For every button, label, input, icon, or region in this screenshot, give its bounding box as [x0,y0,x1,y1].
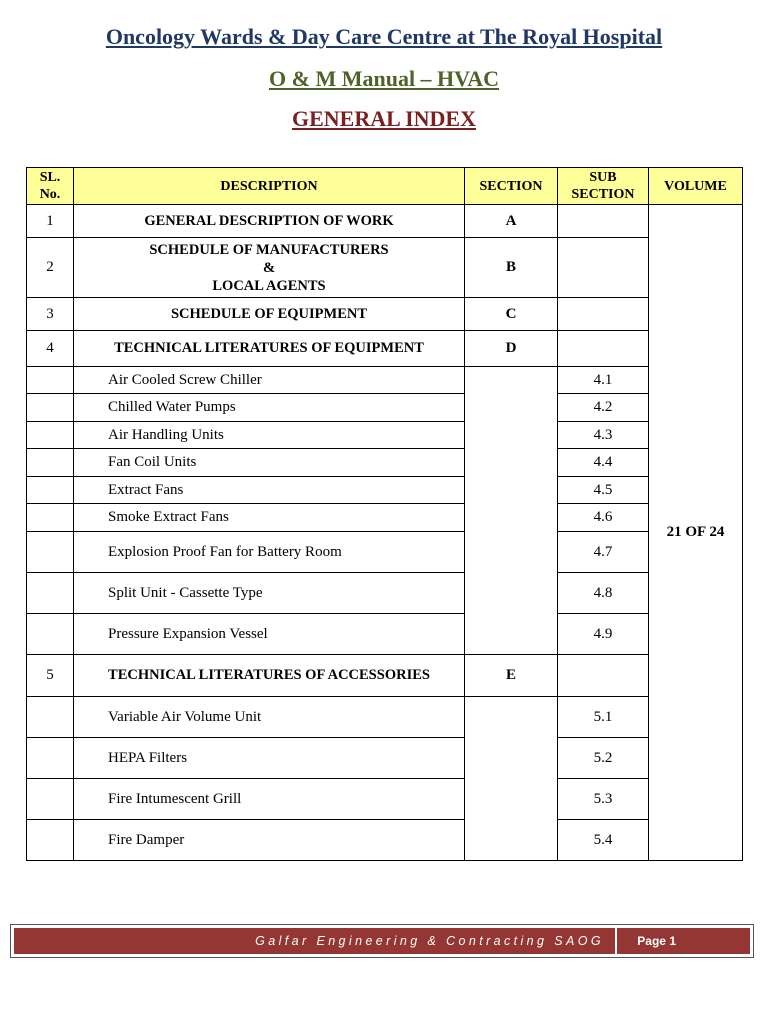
description-cell: Smoke Extract Fans [74,504,465,532]
footer-page-number: Page 1 [637,934,676,948]
sl-cell [27,449,74,477]
page-footer [10,924,754,958]
sub-section-cell [558,655,649,697]
section-cell: B [465,238,558,298]
description-cell: TECHNICAL LITERATURES OF EQUIPMENT [74,331,465,367]
col-header-volume: VOLUME [649,168,743,205]
table-row [27,573,743,614]
sl-cell [27,532,74,573]
volume-cell: 21 OF 24 [649,205,743,861]
description-cell: Pressure Expansion Vessel [74,614,465,655]
sub-section-cell: 5.3 [558,779,649,820]
table-row [27,422,743,449]
table-row [27,238,743,298]
description-cell: Fire Intumescent Grill [74,779,465,820]
description-cell: SCHEDULE OF EQUIPMENT [74,298,465,331]
section-cell [465,367,558,655]
sl-cell [27,504,74,532]
col-header-section: SECTION [465,168,558,205]
section-cell: D [465,331,558,367]
sub-section-cell [558,331,649,367]
sub-section-cell: 4.7 [558,532,649,573]
sub-section-cell: 4.6 [558,504,649,532]
sl-cell [27,738,74,779]
description-cell: Chilled Water Pumps [74,394,465,422]
table-row [27,477,743,504]
sl-cell [27,573,74,614]
sub-section-cell [558,238,649,298]
sub-section-cell: 4.3 [558,422,649,449]
table-row [27,820,743,861]
section-cell [465,697,558,861]
footer-company-name: Galfar Engineering & Contracting SAOG [255,934,604,948]
sl-cell: 3 [27,298,74,331]
table-row [27,205,743,238]
table-header-row [27,168,743,205]
description-cell: Fan Coil Units [74,449,465,477]
sl-cell [27,422,74,449]
sub-section-cell [558,205,649,238]
sl-cell [27,820,74,861]
sub-section-cell: 4.4 [558,449,649,477]
col-header-sub-section: SUB SECTION [558,168,649,205]
sl-cell: 2 [27,238,74,298]
description-cell: Air Cooled Screw Chiller [74,367,465,394]
sub-section-cell: 5.4 [558,820,649,861]
table-row [27,655,743,697]
table-row [27,504,743,532]
sl-cell: 5 [27,655,74,697]
sl-cell [27,477,74,504]
table-row [27,779,743,820]
sub-section-cell: 4.8 [558,573,649,614]
description-cell: Air Handling Units [74,422,465,449]
description-cell: Extract Fans [74,477,465,504]
table-row [27,298,743,331]
description-cell: SCHEDULE OF MANUFACTURERS & LOCAL AGENTS [74,238,465,298]
table-row [27,449,743,477]
sl-cell [27,614,74,655]
sub-section-cell: 4.5 [558,477,649,504]
col-header-sl: SL. No. [27,168,74,205]
document-title: Oncology Wards & Day Care Centre at The Royal Hospital [105,24,663,49]
sub-section-cell: 5.2 [558,738,649,779]
col-header-description: DESCRIPTION [74,168,465,205]
sl-cell [27,697,74,738]
description-cell: Fire Damper [74,820,465,861]
sub-section-cell: 4.1 [558,367,649,394]
description-cell: GENERAL DESCRIPTION OF WORK [74,205,465,238]
section-cell: C [465,298,558,331]
table-row [27,532,743,573]
sl-cell [27,779,74,820]
table-row [27,367,743,394]
description-cell: Explosion Proof Fan for Battery Room [74,532,465,573]
sl-cell [27,394,74,422]
footer-bar [14,928,750,954]
description-cell: Variable Air Volume Unit [74,697,465,738]
table-row [27,331,743,367]
table-row [27,697,743,738]
description-cell: HEPA Filters [74,738,465,779]
sub-section-cell: 4.2 [558,394,649,422]
footer-divider [615,928,617,954]
description-cell: TECHNICAL LITERATURES OF ACCESSORIES [74,655,465,697]
section-cell: A [465,205,558,238]
manual-subtitle: O & M Manual – HVAC [269,66,499,91]
section-cell: E [465,655,558,697]
sl-cell [27,367,74,394]
sub-section-cell [558,298,649,331]
index-title: GENERAL INDEX [292,106,476,131]
table-row [27,738,743,779]
general-index-table [26,167,743,861]
table-row [27,394,743,422]
description-cell: Split Unit - Cassette Type [74,573,465,614]
sub-section-cell: 5.1 [558,697,649,738]
table-row [27,614,743,655]
sl-cell: 4 [27,331,74,367]
sub-section-cell: 4.9 [558,614,649,655]
sl-cell: 1 [27,205,74,238]
